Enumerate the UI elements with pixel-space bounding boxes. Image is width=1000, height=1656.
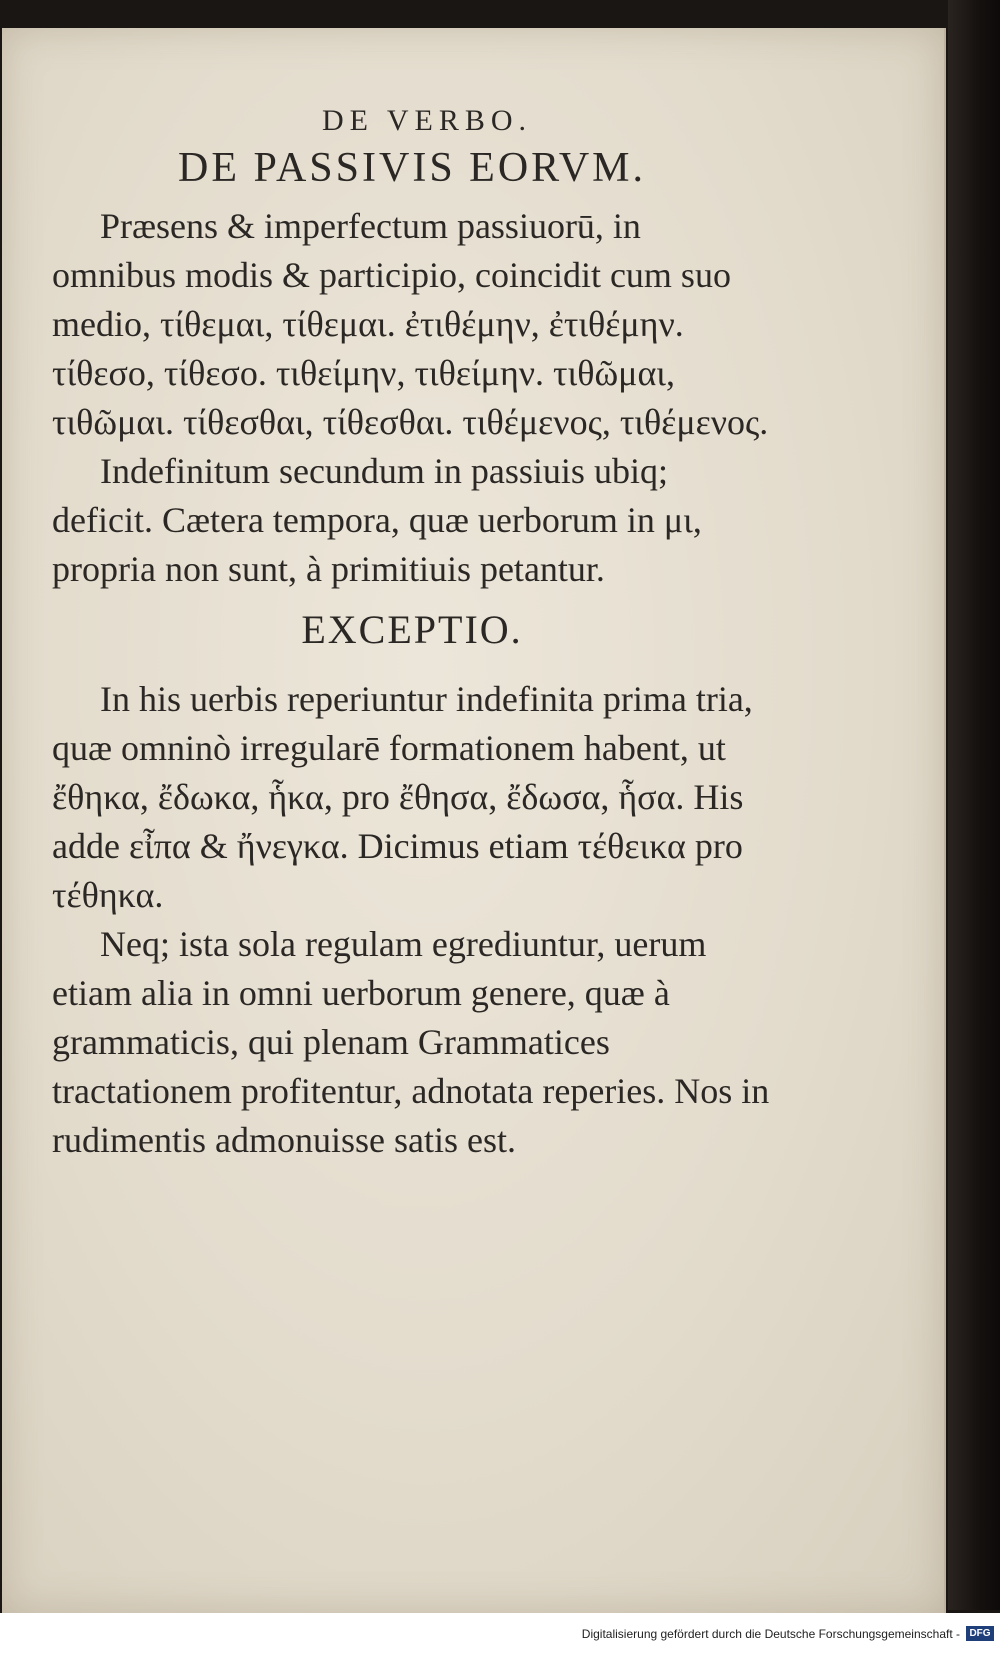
paragraph-neque-ista: Neq; ista sola regulam egrediuntur, uerum etiam alia in omni uerborum genere, quæ à grammaticis, qui plenam Grammatices tractationem profitentur, adnotata reperies. Nos in rudimentis admonuisse satis est. [52,924,770,1160]
book-page [2,28,946,1613]
paragraph-present-imperfect: Præsens & imperfectum passiuorū, in omnibus modis & participio, coincidit cum suo medio, τίθεμαι, τίθεμαι. ἐτιθέμην, ἐτιθέμην. τίθεσο, τίθεσο. τιθείμην, τιθείμην. τιθῶμαι, τιθῶμαι. τίθεσθαι, τίθεσθαι. τιθέμενος, τιθέμενος. [52,206,769,442]
paragraph-indefinitum: Indefinitum secundum in passiuis ubiq; deficit. Cætera tempora, quæ uerborum in μι, propria non sunt, à primitiuis petantur. [52,451,702,589]
running-head: DE VERBO. [321,104,533,137]
dfg-logo-icon: DFG [966,1626,994,1641]
digitization-footer [0,1613,1000,1656]
book-spine-shadow [948,0,1000,1610]
chapter-title: DE PASSIVIS EORVM. [177,145,646,191]
funding-credit: Digitalisierung gefördert durch die Deutsche Forschungsgemeinschaft - [581,1627,960,1641]
page-text-block [52,104,772,1165]
section-title-exceptio: EXCEPTIO. [301,607,523,652]
paragraph-exception-verbs: In his uerbis reperiuntur indefinita prima tria, quæ omninò irregularē formationem habent, ut ἔθηκα, ἔδωκα, ἧκα, pro ἔθησα, ἔδωσα, ἧσα. His adde εἶπα & ἤνεγκα. Dicimus etiam τέθεικα pro τέθηκα. [52,679,753,915]
